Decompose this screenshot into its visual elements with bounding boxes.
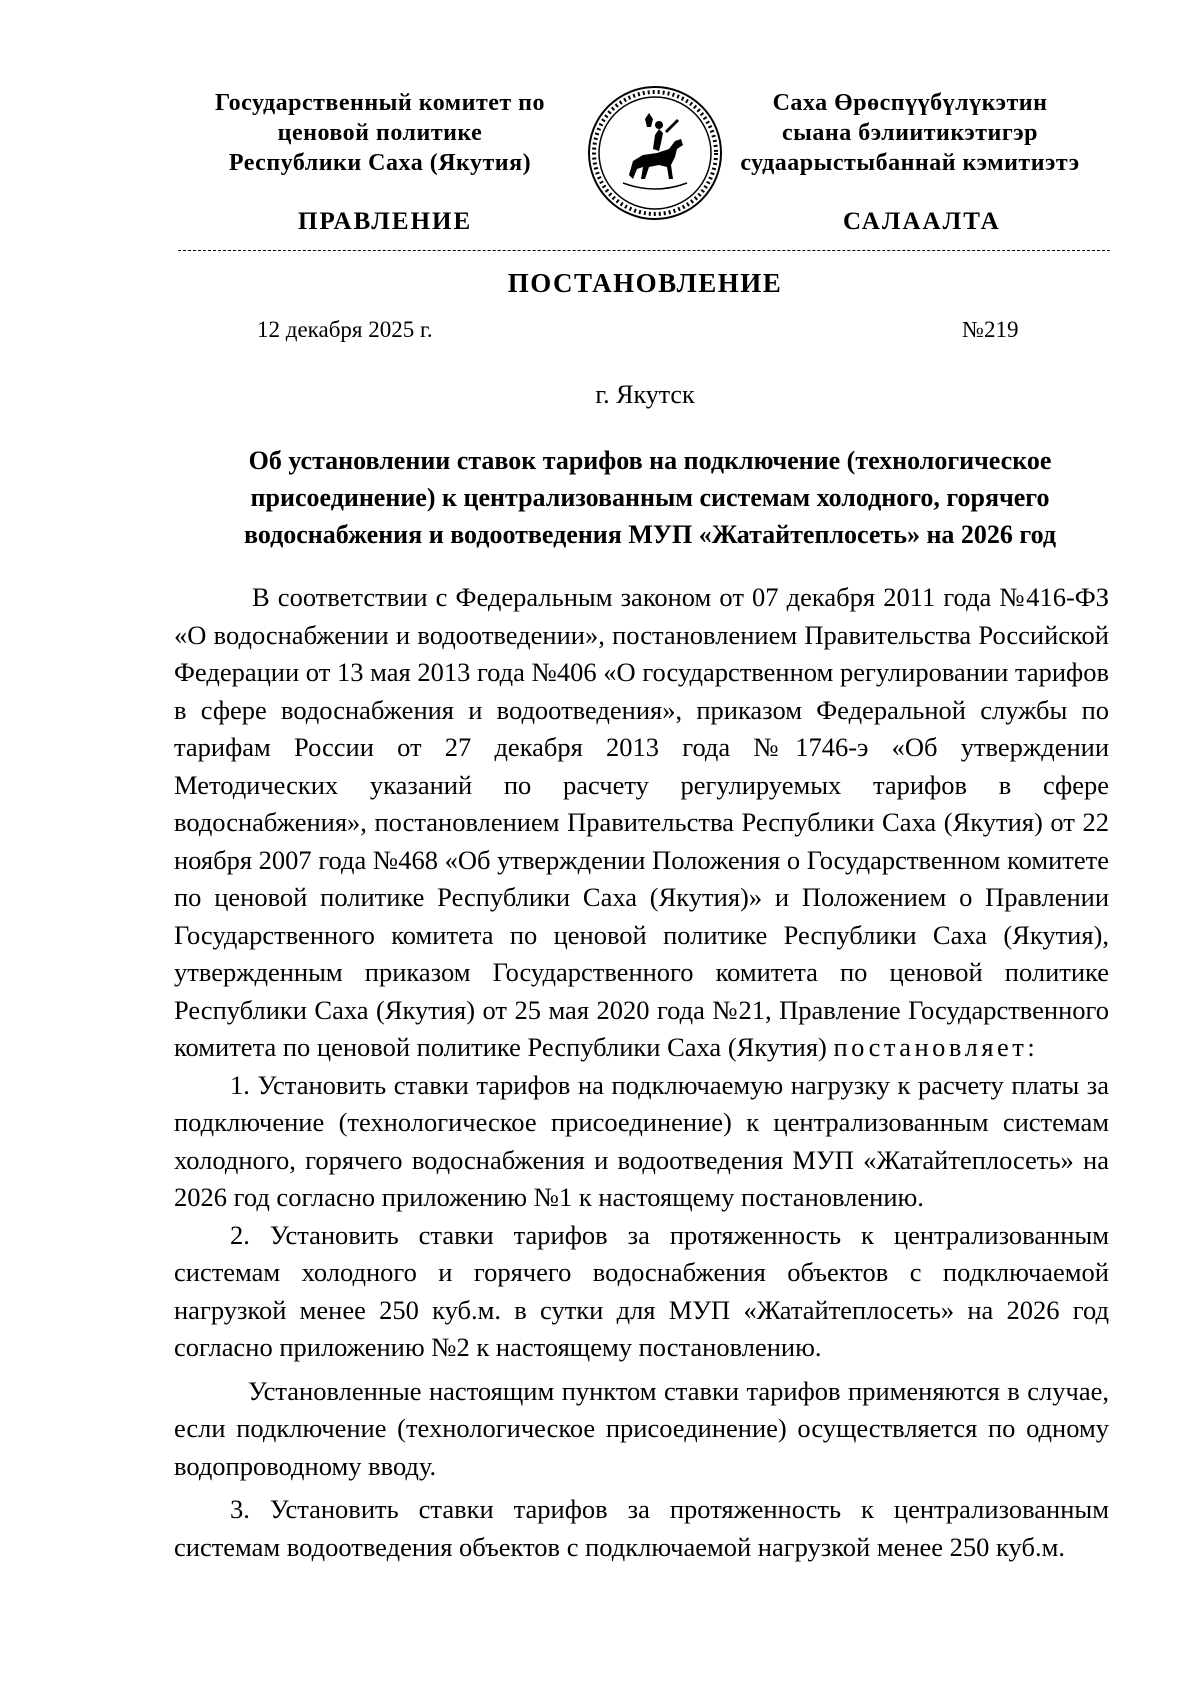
issuer-line: ценовой политике — [277, 120, 483, 146]
issuer-name-sakha — [720, 88, 1100, 178]
issuer-line: сыана бэлиитикэтигэр — [781, 120, 1038, 146]
item-2-paragraph: 2. Установить ставки тарифов за протяженность к централизованным системам холодного и горячего водоснабжения объектов с подключаемой нагрузкой менее 250 куб.м. в сутки для МУП «Жатайтеплосеть» на 2026 год согласно приложению №2 к настоящему постановлению. — [174, 1219, 1109, 1362]
item-2-note-paragraph: Установленные настоящим пунктом ставки тарифов применяются в случае, если подключение (технологическое присоединение) осуществляется по одному водопроводному вводу. — [174, 1375, 1109, 1481]
preamble-text: В соответствии с Федеральным законом от 07 декабря 2011 года №416-ФЗ «О водоснабжении и водоотведении», постановлением Правительства Российской Федерации от 13 мая 2013 года №406 «О государственном регулировании тарифов в сфере водоснабжения и водоотведения», приказом Федеральной службы по тарифам России от 27 декабря 2013 года №1746-э «Об утверждении Методических указаний по расчету регулируемых тарифов в сфере водоснабжения», постановлением Правительства Республики Саха (Якутия) от 22 ноября 2007 года №468 «Об утверждении Положения о Государственном комитете по ценовой политике Республики Саха (Якутия)» и Положением о Правлении Государственного комитета по ценовой политике Республики Саха (Якутия), утвержденным приказом Государственного комитета по ценовой политике Республики Саха (Якутия) от 25 мая 2020 года №21, Правление Государственного комитета по ценовой политике Республики Саха (Якутия) — [174, 582, 1109, 1062]
coat-of-arms-emblem-icon — [585, 83, 725, 223]
title-line: присоединение) к централизованным системам холодного, горячего — [250, 483, 1050, 512]
document-title — [190, 442, 1110, 553]
decree-word: постановляет: — [833, 1032, 1039, 1062]
title-line: водоснабжения и водоотведения МУП «Жатайтеплосеть» на 2026 год — [244, 520, 1056, 549]
header-divider — [178, 250, 1110, 251]
document-type: ПОСТАНОВЛЕНИЕ — [507, 268, 783, 298]
item-1-paragraph: 1. Установить ставки тарифов на подключаемую нагрузку к расчету платы за подключение (технологическое присоединение) к централизованным системам холодного, горячего водоснабжения и водоотведения МУП «Жатайтеплосеть» на 2026 год согласно приложению №1 к настоящему постановлению. — [174, 1069, 1109, 1212]
item-3-paragraph: 3. Установить ставки тарифов за протяженность к централизованным системам водоотведения объектов с подключаемой нагрузкой менее 250 куб.м. — [174, 1494, 1109, 1562]
issuer-name-russian — [180, 88, 580, 178]
document-date: 12 декабря 2025 г. — [257, 317, 433, 342]
issuer-line: Государственный комитет по — [214, 90, 546, 116]
issuer-line: Саха Өрөспүүбүлүкэтин — [772, 90, 1048, 116]
document-number: №219 — [962, 317, 1019, 342]
document-city: г. Якутск — [595, 380, 695, 409]
preamble-paragraph — [174, 579, 1109, 1067]
board-label-sakha: САЛААЛТА — [843, 208, 1001, 235]
board-label-russian: ПРАВЛЕНИЕ — [298, 208, 473, 235]
document-body — [174, 579, 1109, 1566]
title-line: Об установлении ставок тарифов на подключение (технологическое — [248, 446, 1052, 475]
issuer-line: судаарыстыбаннай кэмитиэтэ — [740, 150, 1080, 176]
issuer-line: Республики Саха (Якутия) — [228, 150, 532, 176]
